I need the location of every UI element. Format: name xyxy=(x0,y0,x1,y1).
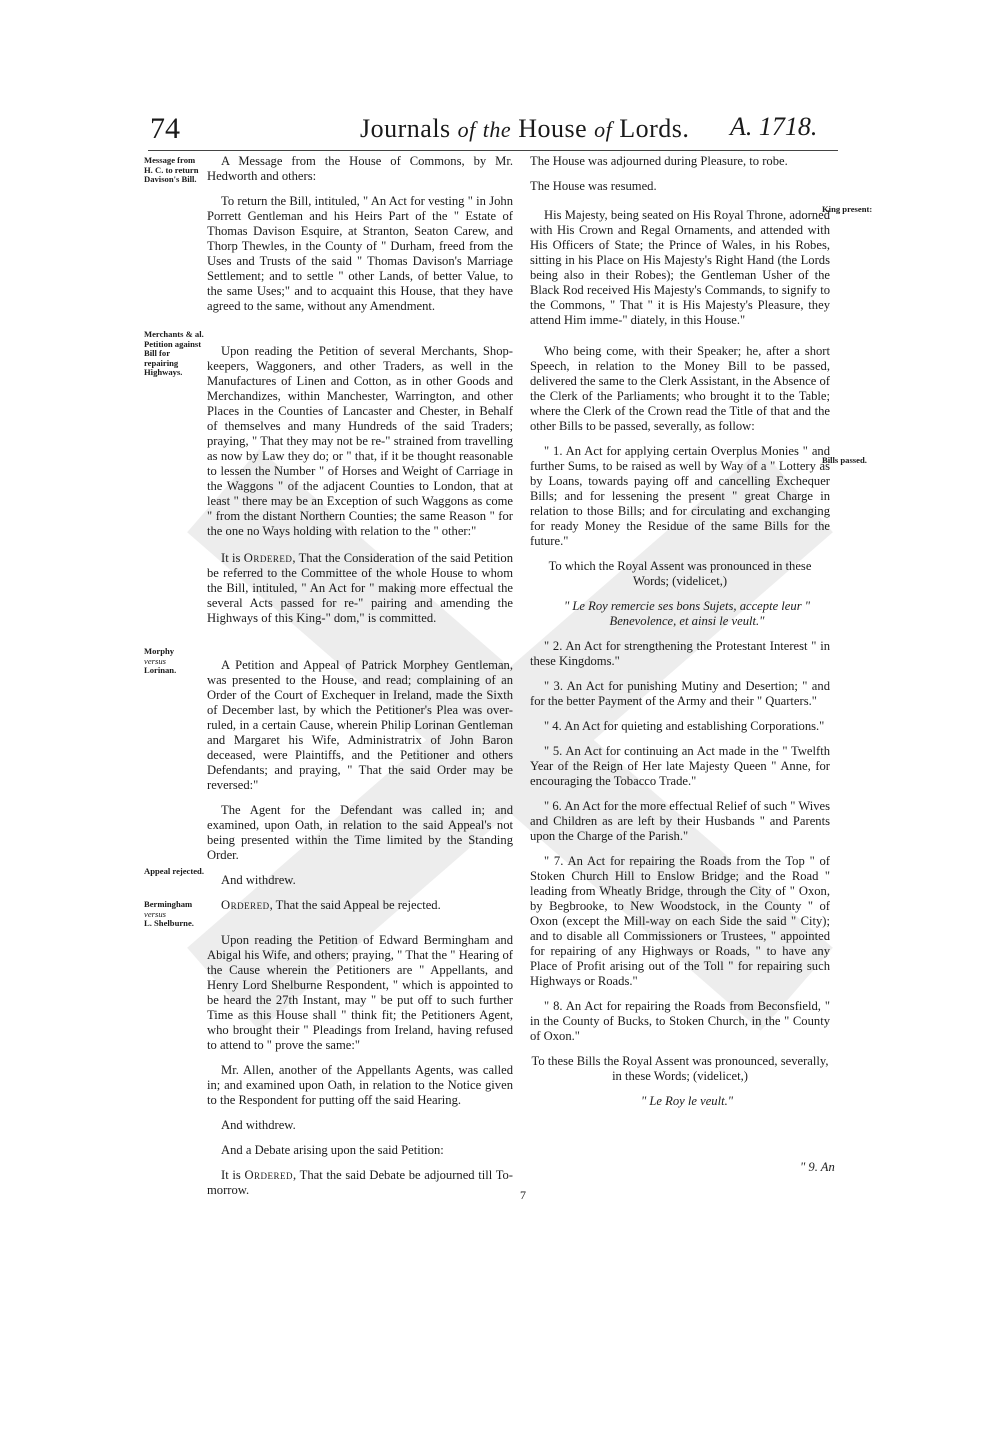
margin-note-shelburne: L. Shelburne. xyxy=(144,918,194,928)
paragraph-withdrew: And withdrew. xyxy=(221,873,296,887)
order-lead: It is xyxy=(221,551,241,565)
title-of: of xyxy=(457,117,476,142)
left-column xyxy=(207,154,513,1208)
margin-note-morphy-name: Morphy xyxy=(144,646,175,656)
margin-note-versus: versus xyxy=(144,908,166,919)
ordered-word: Ordered xyxy=(244,1168,294,1182)
paragraph-allen-called: Mr. Allen, another of the Appellants Agents, was called in; and examined upon Oath, in relation to the Notice given to the Respondent for putting off the said Hearing. xyxy=(207,1063,513,1107)
margin-note-king-present: King present: xyxy=(822,204,873,214)
title-of-2: of xyxy=(594,117,613,142)
bill-4: " 4. An Act for quieting and establishing Corporations." xyxy=(544,719,825,733)
paragraph-appeal-rejected xyxy=(207,898,513,913)
bill-2: " 2. An Act for strengthening the Protestant Interest " in these Kingdoms." xyxy=(530,639,830,668)
paragraph-speaker-come: Who being come, with their Speaker; he, after a short Speech, in relation to the Money Bill to be passed, delivered the same to the Clerk Assistant, in the Absence of the Clerk of the Parliaments; who brought it to the Table; where the Clerk of the Crown read the Title of that and the other Bills to be passed, severally, as follow: xyxy=(530,344,830,433)
order-lead: It is xyxy=(221,1168,241,1182)
margin-note-merchants: Merchants & al. Petition against Bill for repairing Highways. xyxy=(144,329,204,377)
royal-assent-formula-1: " Le Roy remercie ses bons Sujets, accepte leur " Benevolence, et ainsi le veult." xyxy=(563,599,811,628)
margin-note-bermingham xyxy=(144,900,206,929)
paragraph-adjourned-robe: The House was adjourned during Pleasure, to robe. xyxy=(530,154,788,168)
paragraph-bermingham-petition: Upon reading the Petition of Edward Bermingham and Abigal his Wife, and others; praying, " That the " Hearing of the Cause wherein the Petitioners are " Appellants, and Henry Lord Shelburne Respondent, " which is appointed to be heard the 27th Instant, may " be put off to such further Time as this House shall " think fit; the Petitioners Agent, who brought their " Pleadings from Ireland, having refused to attend to " prove the same:" xyxy=(207,933,513,1052)
order-text: , That the said Appeal be rejected. xyxy=(269,898,441,912)
paragraph-return-bill: To return the Bill, intituled, " An Act for vesting " in John Porrett Gentleman and his Heirs Part of the " Estate of Thomas Davison Esquire, at Stranton, Seaton Carew, and Thorp Thewles, in the County of " Durham, freed from the Uses and Trusts of the said " Thomas Davison's Marriage Settlement; and to settle " other Lands, of better Value, to the same Uses;" and to acquaint this House, that they have agreed to the same, without any Amendment. xyxy=(207,194,513,313)
catchword: " 9. An xyxy=(800,1160,835,1174)
royal-assent-formula-2: " Le Roy le veult." xyxy=(640,1094,734,1108)
paragraph-royal-assent-2: To these Bills the Royal Assent was pronounced, severally, in these Words; (videlicet,) xyxy=(531,1054,829,1083)
title-journals: Journals xyxy=(360,114,451,143)
title-house: House xyxy=(518,114,588,143)
paragraph-order-committee xyxy=(207,551,513,626)
ordered-word: Ordered xyxy=(243,551,293,565)
margin-note-bermingham-name: Bermingham xyxy=(144,899,193,909)
bill-3: " 3. An Act for punishing Mutiny and Desertion; " and for the better Payment of the Army and their " Quarters." xyxy=(530,679,830,708)
margin-note-versus: versus xyxy=(144,655,166,666)
running-title xyxy=(360,114,689,144)
bill-8: " 8. An Act for repairing the Roads from Beconsfield, " in the County of Bucks, to Stoken Church, in the " County of Oxon." xyxy=(530,999,830,1043)
title-lords: Lords. xyxy=(619,114,690,143)
margin-note-bills-passed: Bills passed. xyxy=(822,455,867,465)
bill-7: " 7. An Act for repairing the Roads from the Top " of Stoken Church Hill to Enslow Bridge; and the Road " leading from Wheatly Bridge, through the City of " Oxon, by Begbrooke, to New Woodstock, in the County " of Oxon (except the Mill-way on each Side the said " City); and to disable all Commissioners or Trustees, " appointed for repairing of any Highways or Roads, " to have any Place of Profit arising out of the Toll " for repairing such Highways or Roads." xyxy=(530,854,830,988)
margin-note-morphy xyxy=(144,647,206,676)
paragraph-debate: And a Debate arising upon the said Petition: xyxy=(221,1143,444,1157)
title-the: the xyxy=(482,117,512,142)
paragraph-withdrew-2: And withdrew. xyxy=(221,1118,296,1132)
bill-1: " 1. An Act for applying certain Overplus Monies " and further Sums, to be raised as well by Way of a " Lottery as by Loans, towards paying off and cancelling Exchequer Bills; and for lessening the present " great Charge in relation to those Bills; and for circulating and exchanging for ready Money the Residue of the same Bills for the future." xyxy=(530,444,830,548)
paragraph-merchants-petition: Upon reading the Petition of several Merchants, Shop-keepers, Waggoners, and other Traders, as well in the Manufactures of Linen and Cotton, as in other Goods and Merchandizes, within Manchester, Warrington, and other Places in the Counties of Lancaster and Chester, in Behalf of themselves and many Hundreds of the said Traders; praying, " That they may not be re-" strained from travelling as now by Law they do; or " that, if it be thought reasonable to lessen the Number " of Horses and Weight of Carriage in the Waggons " of the adjacent Counties to London, that at least " there may be an Exception of such Waggons as come " from the distant Northern Counties; the same Reason " for the one no Ways holding with relation to the " other:" xyxy=(207,344,513,538)
paragraph-debate-adjourned xyxy=(207,1168,513,1198)
ordered-word: Ordered xyxy=(221,898,270,912)
bill-5: " 5. An Act for continuing an Act made in the " Twelfth Year of the Reign of Her late Majesty Queen " Anne, for encouraging the Tobacco Trade." xyxy=(530,744,830,788)
bill-6: " 6. An Act for the more effectual Relief of such " Wives and Children as are left by their Husbands " and Parents upon the Charge of the Parish." xyxy=(530,799,830,843)
order-text: , That the said Debate be adjourned till To-morrow. xyxy=(207,1168,513,1197)
page-number: 74 xyxy=(150,112,180,145)
header-rule xyxy=(148,150,838,151)
paragraph-royal-assent-1: To which the Royal Assent was pronounced in these Words; (videlicet,) xyxy=(548,559,812,588)
running-header xyxy=(0,108,992,148)
paragraph-majesty-seated: His Majesty, being seated on His Royal Throne, adorned with His Crown and Regal Ornaments, and attended with His Officers of State; the Prince of Wales, in his Robes, sitting in his Place on His Majesty's Right Hand (the Lords being also in their Robes); the Gentleman Usher of the Black Rod received His Majesty's Commands, to signify to the Commons, " That " it is His Majesty's Pleasure, they attend Him imme-" diately, in this House." xyxy=(530,208,830,327)
paragraph-agent-called: The Agent for the Defendant was called in; and examined, upon Oath, in relation to the said Appeal's not being presented within the Time limited by the Standing Order. xyxy=(207,803,513,862)
paragraph-resumed: The House was resumed. xyxy=(530,179,657,193)
year: A. 1718. xyxy=(730,112,818,141)
margin-note-lorinan: Lorinan. xyxy=(144,665,177,675)
signature-mark: 7 xyxy=(520,1188,526,1202)
margin-note-appeal: Appeal rejected. xyxy=(144,866,204,876)
order-text: , That the Consideration of the said Petition be referred to the Committee of the whole House to whom the Bill, intituled, " An Act for " making more effectual the several Acts passed for re-" pairing and amending the Highways of this King-" dom," is committed. xyxy=(207,551,513,625)
margin-note-message: Message from H. C. to return Davison's Bill. xyxy=(144,155,199,184)
paragraph-morphey-appeal: A Petition and Appeal of Patrick Morphey Gentleman, was presented to the House, and read; complaining of an Order of the Court of Exchequer in Ireland, made the Sixth of December last, by which the Petitioner's Plea was over-ruled, in a certain Cause, wherein Philip Lorinan Gentleman and Margaret his Wife, Administratrix of John Baron deceased, were Plaintiffs, and the Petitioner and others Defendants; and praying, " That the said Order may be reversed:" xyxy=(207,658,513,792)
right-column xyxy=(530,154,830,1119)
paragraph-message: A Message from the House of Commons, by Mr. Hedworth and others: xyxy=(207,154,513,183)
